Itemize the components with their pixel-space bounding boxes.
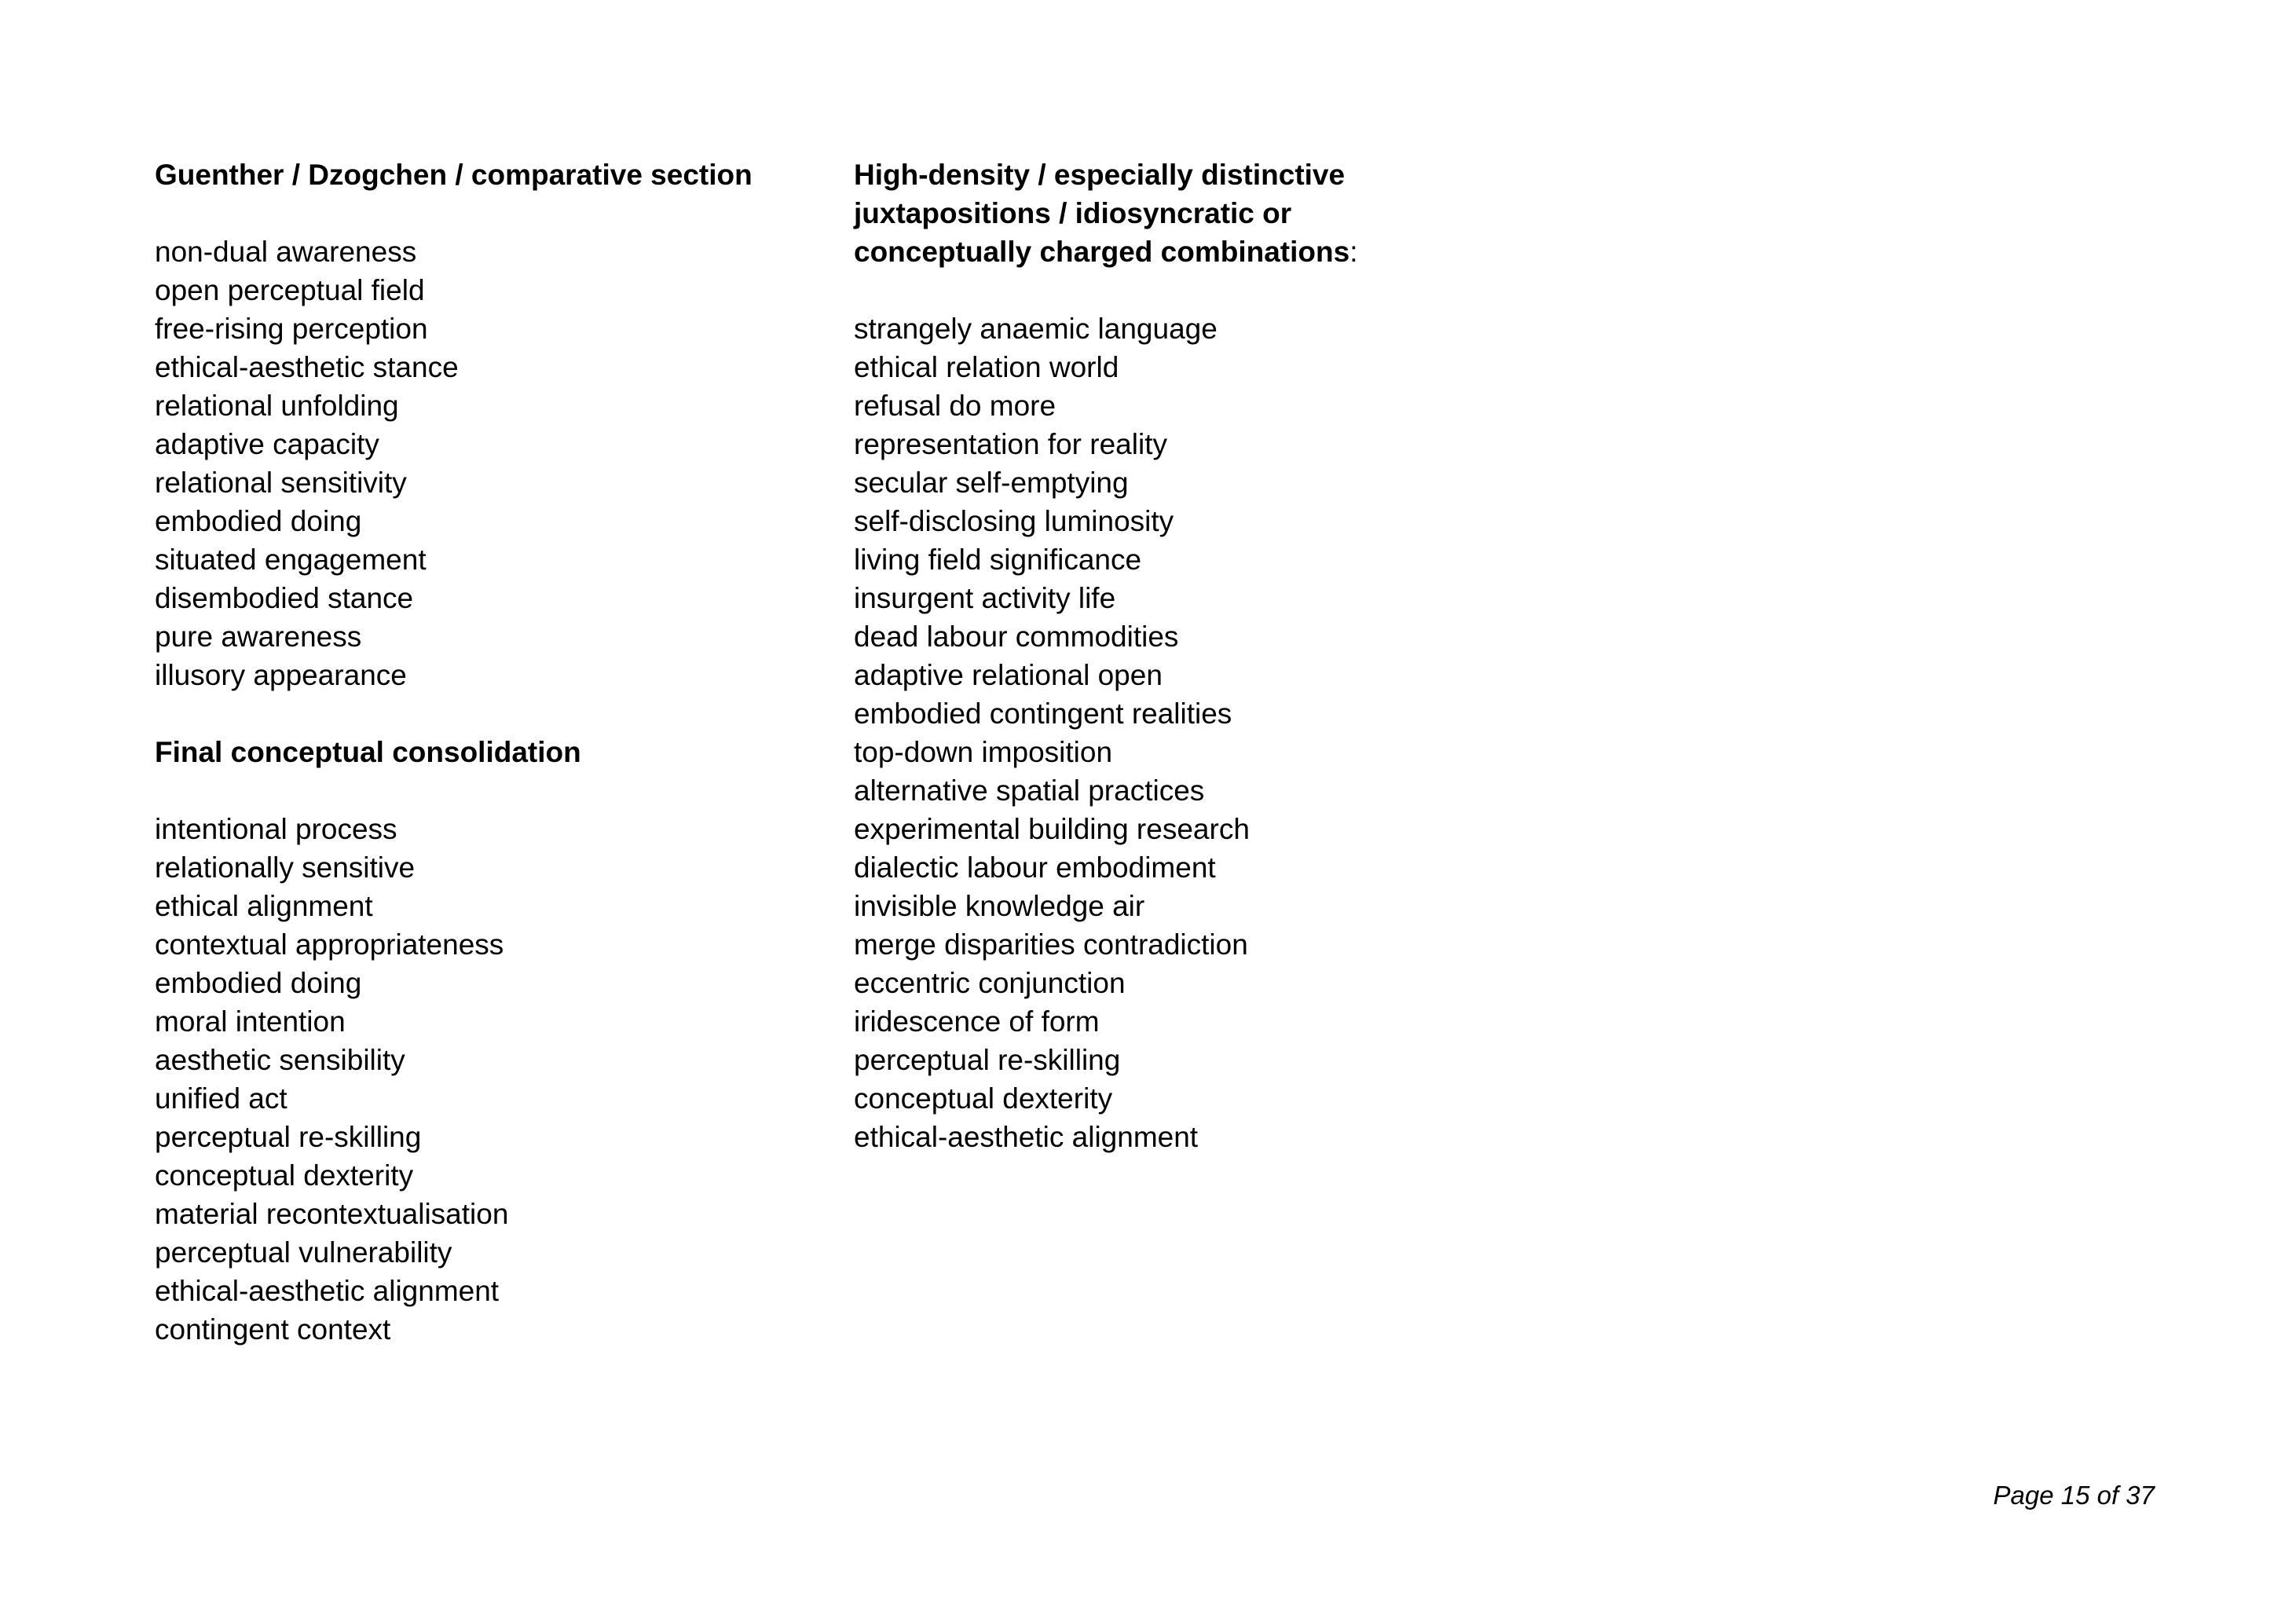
left-column: [155, 156, 799, 1349]
term-list-final-consolidation: [155, 810, 799, 1349]
list-item: situated engagement: [155, 544, 427, 576]
term-list-guenther: [155, 232, 799, 694]
list-item: moral intention: [155, 1005, 346, 1038]
list-item: conceptual dexterity: [854, 1082, 1113, 1115]
list-item: perceptual re-skilling: [155, 1121, 422, 1153]
list-item: ethical-aesthetic alignment: [854, 1121, 1199, 1153]
list-item: non-dual awareness: [155, 236, 417, 268]
list-item: intentional process: [155, 813, 397, 845]
list-item: disembodied stance: [155, 582, 414, 614]
list-item: living field significance: [854, 544, 1142, 576]
list-item: refusal do more: [854, 390, 1056, 422]
list-item: dead labour commodities: [854, 621, 1179, 653]
list-item: free-rising perception: [155, 313, 428, 345]
section-heading-high-density: [854, 156, 1419, 271]
list-item: embodied doing: [155, 505, 362, 537]
list-item: strangely anaemic language: [854, 313, 1218, 345]
list-item: alternative spatial practices: [854, 774, 1205, 807]
list-item: top-down imposition: [854, 736, 1113, 768]
list-item: aesthetic sensibility: [155, 1044, 405, 1076]
list-item: ethical-aesthetic alignment: [155, 1275, 500, 1307]
list-item: embodied doing: [155, 967, 362, 999]
list-item: illusory appearance: [155, 659, 407, 691]
list-item: self-disclosing luminosity: [854, 505, 1174, 537]
list-item: pure awareness: [155, 621, 362, 653]
list-item: secular self-emptying: [854, 467, 1129, 499]
term-list-high-density: [854, 309, 1419, 1156]
right-column: [854, 156, 1419, 1156]
page-number: Page 15 of 37: [1993, 1481, 2155, 1510]
spacer: [155, 194, 799, 232]
heading-line: High-density / especially distinctive: [854, 159, 1346, 191]
list-item: conceptual dexterity: [155, 1159, 414, 1192]
list-item: adaptive relational open: [854, 659, 1163, 691]
heading-line: [854, 232, 1419, 271]
list-item: adaptive capacity: [155, 428, 379, 460]
list-item: material recontextualisation: [155, 1198, 509, 1230]
list-item: relational unfolding: [155, 390, 399, 422]
list-item: dialectic labour embodiment: [854, 851, 1216, 884]
list-item: representation for reality: [854, 428, 1167, 460]
list-item: relational sensitivity: [155, 467, 407, 499]
list-item: eccentric conjunction: [854, 967, 1126, 999]
list-item: ethical relation world: [854, 351, 1119, 383]
heading-line-text: conceptually charged combinations: [854, 236, 1350, 268]
spacer: [155, 771, 799, 810]
heading-colon: :: [1349, 236, 1358, 268]
list-item: experimental building research: [854, 813, 1250, 845]
list-item: iridescence of form: [854, 1005, 1100, 1038]
list-item: ethical alignment: [155, 890, 373, 922]
list-item: merge disparities contradiction: [854, 928, 1248, 961]
heading-line: juxtapositions / idiosyncratic or: [854, 197, 1292, 229]
list-item: relationally sensitive: [155, 851, 416, 884]
list-item: contingent context: [155, 1313, 391, 1346]
list-item: insurgent activity life: [854, 582, 1116, 614]
list-item: perceptual re-skilling: [854, 1044, 1121, 1076]
list-item: perceptual vulnerability: [155, 1236, 452, 1269]
spacer: [155, 694, 799, 733]
list-item: invisible knowledge air: [854, 890, 1145, 922]
section-heading-guenther: Guenther / Dzogchen / comparative section: [155, 159, 753, 191]
section-heading-final-consolidation: Final conceptual consolidation: [155, 736, 581, 768]
spacer: [854, 271, 1419, 309]
list-item: open perceptual field: [155, 274, 425, 306]
list-item: contextual appropriateness: [155, 928, 504, 961]
list-item: embodied contingent realities: [854, 697, 1232, 730]
list-item: unified act: [155, 1082, 287, 1115]
list-item: ethical-aesthetic stance: [155, 351, 459, 383]
